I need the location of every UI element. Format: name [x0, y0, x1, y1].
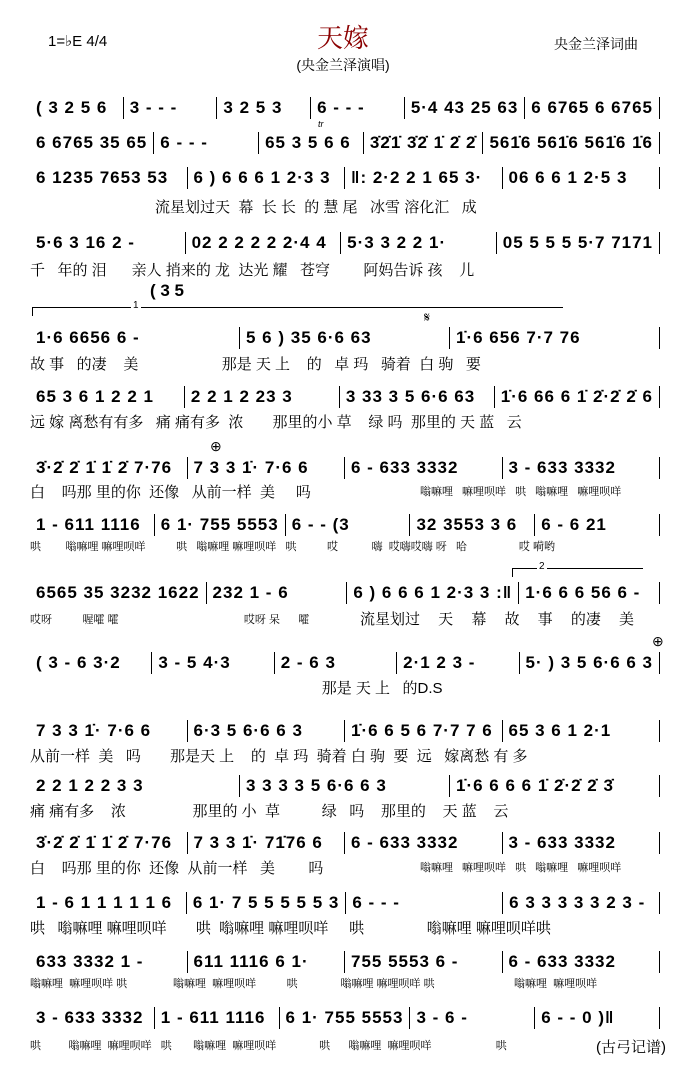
lyrics-line: 流星划过天 幕 长 长 的 慧 尾 冰雪 溶化汇 成: [30, 199, 477, 216]
staff-system: [30, 892, 660, 914]
measure: 561̇6 561̇6 561̇6 1̇6: [483, 132, 660, 154]
measure: 5·4 43 25 63: [405, 97, 525, 119]
measure: ‖: 2·2 2 1 65 3·: [345, 167, 503, 189]
measure: 611 1116 6 1·: [188, 951, 346, 973]
segno-sign: 𝄋: [424, 309, 431, 325]
measure: 3 - 633 3332: [503, 832, 661, 854]
measure: 1̇·6 656 7·7 76: [450, 327, 660, 349]
measure: 5· ) 3 5 6·6 6 3: [520, 652, 661, 674]
staff-system: [30, 951, 660, 973]
measure: 3 - 5 4·3: [152, 652, 274, 674]
coda-sign-2: ⊕: [652, 633, 664, 649]
measure: 6 - 633 3332: [345, 832, 503, 854]
trill-mark: tr: [318, 119, 324, 129]
staff-system: [30, 132, 660, 154]
staff-system: [30, 457, 660, 479]
measure: 2 - 6 3: [275, 652, 397, 674]
measure: 65 3 6 1 2 2 1: [30, 386, 185, 408]
measure: 6565 35 3232 1622: [30, 582, 207, 604]
lyrics-line: 从前一样 美 吗 那是天 上 的 卓 玛 骑着 白 驹 要 远 嫁离愁 有 多: [30, 748, 528, 765]
staff-system: [30, 832, 660, 854]
measure: 6 - - -: [346, 892, 503, 914]
measure: 5·3 3 2 2 1·: [341, 232, 497, 254]
measure: 7 3 3 1̇· 7·6 6: [30, 720, 188, 742]
measure: 2 2 1 2 23 3: [185, 386, 340, 408]
staff-system: [30, 167, 660, 189]
staff-system: [30, 514, 660, 536]
lyrics-line: 那是 天 上 的D.S: [30, 680, 443, 697]
staff-system: [30, 1007, 660, 1029]
coda-sign: ⊕: [210, 438, 222, 454]
measure: 1̇·6 6 6 6 1̇ 2̇·2̇ 2̇ 3̇: [450, 775, 660, 797]
measure: 1 - 6 1 1 1 1 1 6: [30, 892, 187, 914]
measure: 7 3 3 1̇· 71̇76 6: [188, 832, 346, 854]
measure: 3̇2̇1̇ 3̇2̇ 1̇ 2̇ 2̇: [364, 132, 484, 154]
pickup-notes: ( 3 5: [150, 281, 185, 300]
song-title: 天嫁: [316, 23, 370, 53]
measure: 1 - 611 1116: [30, 514, 155, 536]
measure: 7 3 3 1̇· 7·6 6: [188, 457, 346, 479]
lyrics-line: 白 吗那 里的你 还像 从前一样 美 吗: [30, 484, 311, 501]
measure: 3 3 3 3 5 6·6 6 3: [240, 775, 450, 797]
lyrics-line: 故 事 的凄 美 那是 天 上 的 卓 玛 骑着 白 驹 要: [30, 356, 481, 373]
measure: 5·6 3 16 2 -: [30, 232, 186, 254]
measure: ( 3 2 5 6: [30, 97, 124, 119]
transcriber-credit: (古弓记谱): [596, 1039, 666, 1056]
measure: 65 3 6 1 2·1: [503, 720, 661, 742]
staff-system: [30, 97, 660, 119]
measure: 6 1235 7653 53: [30, 167, 188, 189]
measure: 3 2 5 3: [217, 97, 311, 119]
measure: 1·6 6 6 56 6 -: [519, 582, 660, 604]
measure: 05 5 5 5 5·7 7171: [497, 232, 660, 254]
measure: 6 6765 6 6765: [525, 97, 660, 119]
volta-1-label: 1: [133, 300, 139, 311]
measure: 1·6 6656 6 -: [30, 327, 240, 349]
lyrics-line: 流星划过 天 幕 故 事 的凄 美: [360, 611, 635, 628]
measure: 232 1 - 6: [207, 582, 348, 604]
vocable-lyrics: 嗡嘛哩 嘛哩呗咩 哄 嗡嘛哩 嘛哩呗咩: [420, 862, 622, 874]
vocable-lyrics: 嗡嘛哩 嘛哩呗咩 哄 嗡嘛哩 嘛哩呗咩 哄 嗡嘛哩 嘛哩呗咩 哄 嗡嘛哩 嘛哩呗咩: [30, 978, 598, 990]
measure: 1 - 611 1116: [155, 1007, 280, 1029]
vocable-lyrics: 哄 嗡嘛哩 嘛哩呗咩 哄 嗡嘛哩 嘛哩呗咩 哄 嗡嘛哩 嘛哩呗咩 哄: [30, 1040, 507, 1052]
lyrics-line: 痛 痛有多 浓 那里的 小 草 绿 吗 那里的 天 蓝 云: [30, 803, 509, 820]
measure: 02 2 2 2 2 2·4 4: [186, 232, 342, 254]
measure: 6 6765 35 65: [30, 132, 154, 154]
measure: 2·1 2 3 -: [397, 652, 519, 674]
measure: 2 2 1 2 2 3 3: [30, 775, 240, 797]
measure: 6 1· 755 5553: [155, 514, 286, 536]
measure: 3̇·2̇ 2̇ 1̇ 1̇ 2̇ 7·76: [30, 457, 188, 479]
measure: 6 - - -: [311, 97, 405, 119]
volta-2: [512, 561, 643, 577]
measure: 32 3553 3 6: [410, 514, 535, 536]
measure: 3̇·2̇ 2̇ 1̇ 1̇ 2̇ 7·76: [30, 832, 188, 854]
vocable-lyrics: 嗡嘛哩 嘛哩呗咩 哄 嗡嘛哩 嘛哩呗咩: [420, 486, 622, 498]
measure: 6 3 3 3 3 3 2 3 -: [503, 892, 660, 914]
measure: 1̇·6 66 6 1̇ 2̇·2̇ 2̇ 6: [495, 386, 660, 408]
measure: 633 3332 1 -: [30, 951, 188, 973]
staff-system: [30, 652, 660, 674]
measure: 6 - - (3: [286, 514, 411, 536]
measure: 6 ) 6 6 6 1 2·3 3 :‖: [347, 582, 519, 604]
composer-credit: 央金兰泽词曲: [554, 36, 638, 52]
measure: 3 33 3 5 6·6 63: [340, 386, 495, 408]
measure: 3 - - -: [124, 97, 218, 119]
staff-system: [30, 582, 660, 604]
measure: 6 - 633 3332: [345, 457, 503, 479]
measure: 3 - 633 3332: [30, 1007, 155, 1029]
measure: 6 - - 0 )‖: [535, 1007, 660, 1029]
lyrics-line: 远 嫁 离愁有有多 痛 痛有多 浓 那里的小 草 绿 吗 那里的 天 蓝 云: [30, 414, 522, 431]
vocable-lyrics: 哎呀 喔嚯 嚯 哎呀 呆 嚯: [30, 614, 310, 626]
measure: 06 6 6 1 2·5 3: [503, 167, 661, 189]
staff-system: [30, 775, 660, 797]
staff-system: [30, 720, 660, 742]
staff-system: [30, 386, 660, 408]
volta-1: [32, 300, 563, 316]
measure: ( 3 - 6 3·2: [30, 652, 152, 674]
vocable-lyrics: 哄 嗡嘛哩 嘛哩呗咩 哄 嗡嘛哩 嘛哩呗咩 哄 哎 嗨 哎嗨哎嗨 呀 哈 哎 嗬哟: [30, 541, 555, 553]
measure: 1̇·6 6 5 6 7·7 7 6: [345, 720, 503, 742]
performer: (央金兰泽演唱): [296, 57, 390, 73]
measure: 755 5553 6 -: [345, 951, 503, 973]
measure: 6 1· 7 5 5 5 5 5 3: [187, 892, 347, 914]
measure: 6 ) 6 6 6 1 2·3 3: [188, 167, 346, 189]
staff-system: [30, 232, 660, 254]
measure: 6 1· 755 5553: [280, 1007, 411, 1029]
measure: 6·3 5 6·6 6 3: [188, 720, 346, 742]
staff-system: [30, 327, 660, 349]
volta-2-label: 2: [539, 561, 545, 572]
measure: 65 3 5 6 6: [259, 132, 364, 154]
key-signature: 1=♭E 4/4: [48, 33, 108, 50]
measure: 6 - 6 21: [535, 514, 660, 536]
lyrics-line: 千 年的 泪 亲人 捎来的 龙 达光 耀 苍穹 阿妈告诉 孩 儿: [30, 262, 475, 279]
measure: 3 - 633 3332: [503, 457, 661, 479]
measure: 6 - 633 3332: [503, 951, 661, 973]
measure: 6 - - -: [154, 132, 259, 154]
measure: 3 - 6 -: [410, 1007, 535, 1029]
lyrics-line: 白 吗那 里的你 还像 从前一样 美 吗: [30, 860, 324, 877]
lyrics-line: 哄 嗡嘛哩 嘛哩呗咩 哄 嗡嘛哩 嘛哩呗咩 哄 嗡嘛哩 嘛哩呗咩哄: [30, 920, 551, 937]
measure: 5 6 ) 35 6·6 63: [240, 327, 450, 349]
